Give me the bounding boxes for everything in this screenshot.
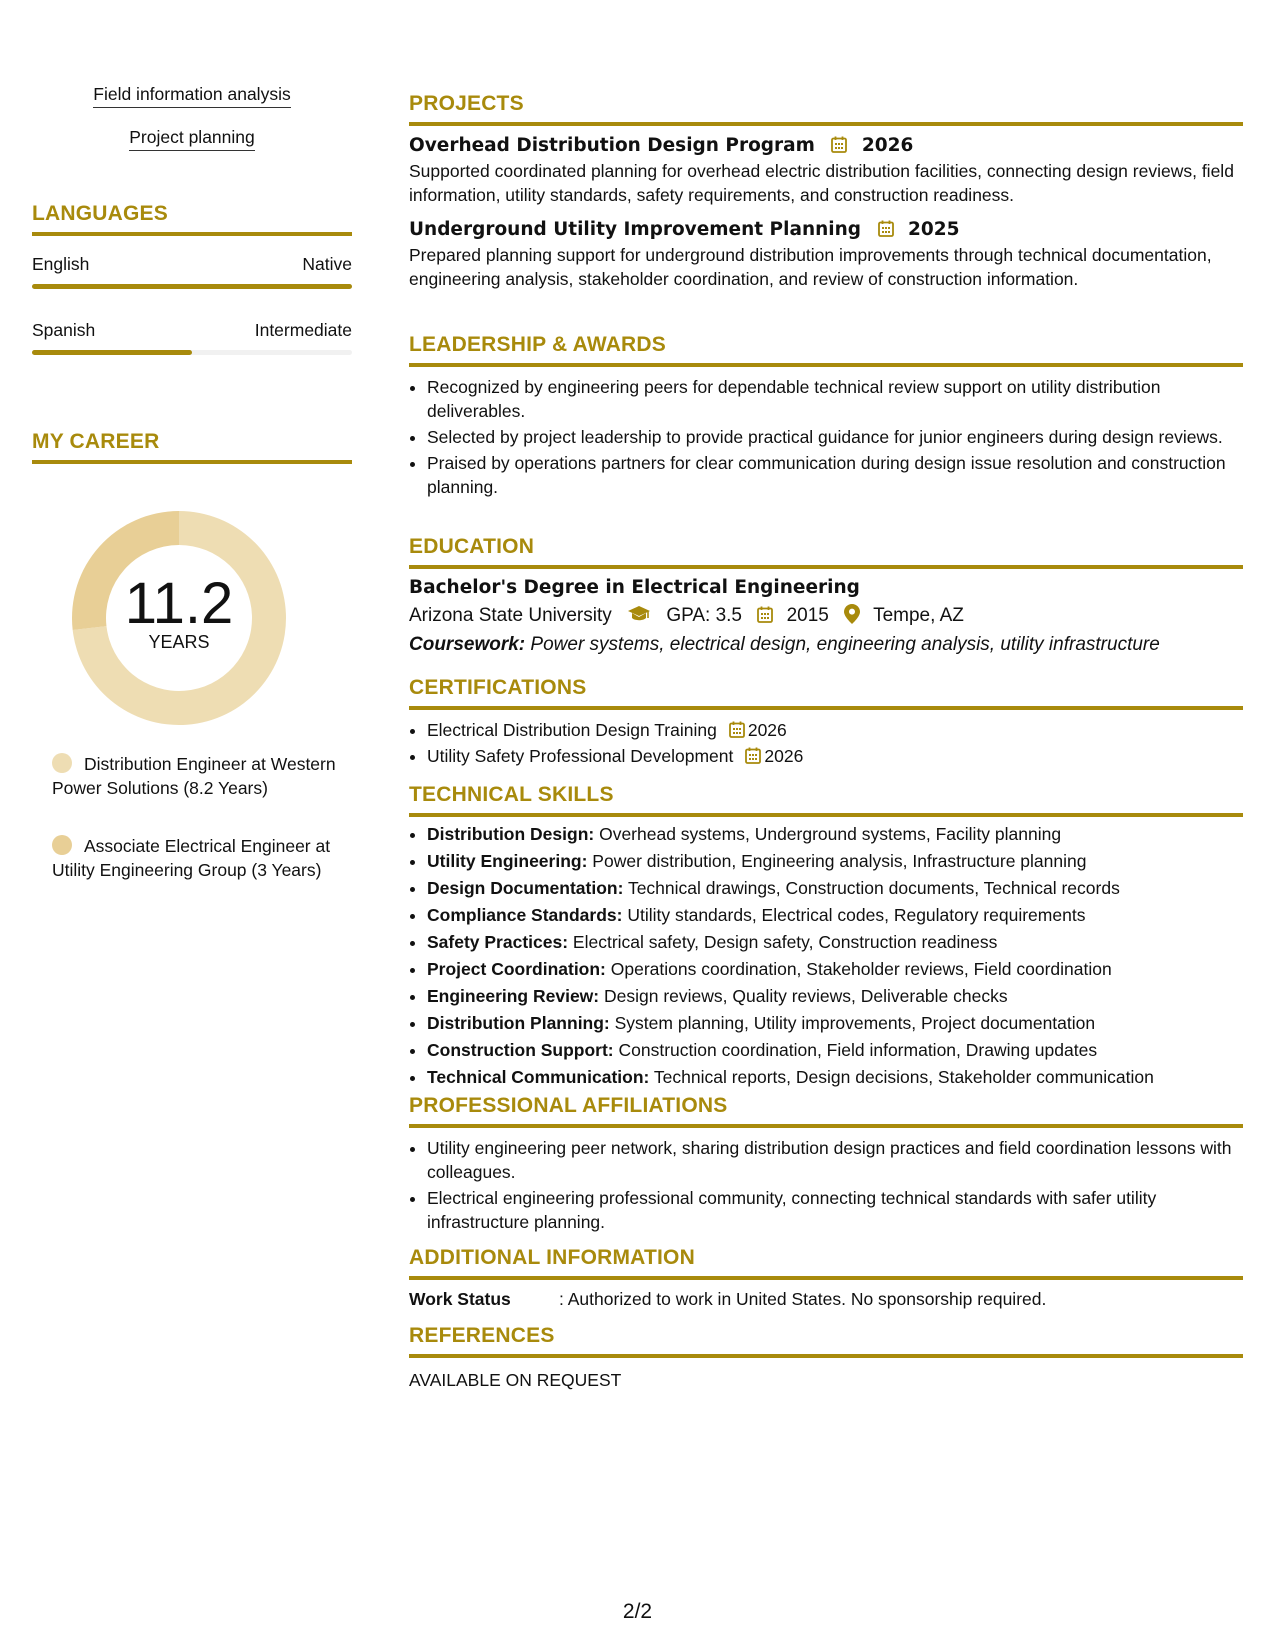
section-title: LANGUAGES xyxy=(32,202,168,225)
page-number: 2/2 xyxy=(622,1600,653,1623)
skill-value: Technical drawings, Construction documents, Technical records xyxy=(623,877,1120,898)
list-item xyxy=(427,848,1243,875)
language-level: Native xyxy=(302,254,352,274)
skill-label: Distribution Design: xyxy=(427,823,595,844)
references-text: AVAILABLE ON REQUEST xyxy=(409,1369,622,1390)
additional-info-section xyxy=(409,1246,1243,1311)
education-details xyxy=(409,604,1243,627)
language-proficiency-fill xyxy=(32,284,352,289)
section-rule xyxy=(409,1124,1243,1128)
career-years-unit: YEARS xyxy=(148,632,210,652)
section-title: PROJECTS xyxy=(409,92,524,115)
technical-skills-section xyxy=(409,783,1243,1091)
list-item xyxy=(427,902,1243,929)
gpa: GPA: 3.5 xyxy=(666,604,742,626)
career-total-years: 11.2 xyxy=(124,571,234,636)
list-item xyxy=(427,983,1243,1010)
section-title: PROFESSIONAL AFFILIATIONS xyxy=(409,1094,728,1117)
language-row xyxy=(32,254,352,275)
project-year: 2025 xyxy=(907,218,960,240)
references-section xyxy=(409,1324,1243,1392)
legend-dot xyxy=(52,835,72,855)
skill-label: Technical Communication: xyxy=(427,1066,650,1087)
skill-label: Design Documentation: xyxy=(427,877,624,898)
section-rule xyxy=(409,363,1243,367)
work-status-row xyxy=(409,1287,1243,1311)
career-legend-item xyxy=(52,752,342,800)
affiliations-list xyxy=(409,1136,1243,1234)
skill-value: Electrical safety, Design safety, Construction readiness xyxy=(568,931,998,952)
language-proficiency-fill xyxy=(32,350,192,355)
language-row xyxy=(32,320,352,341)
section-rule xyxy=(32,460,352,464)
education-section xyxy=(409,535,1243,656)
coursework-text: Power systems, electrical design, engineering analysis, utility infrastructure xyxy=(525,633,1160,655)
skill-tag-label: Project planning xyxy=(129,127,255,151)
graduation-year: 2015 xyxy=(786,604,829,626)
project-item xyxy=(409,219,1243,291)
section-title: ADDITIONAL INFORMATION xyxy=(409,1246,695,1269)
school-location: Tempe, AZ xyxy=(873,604,964,626)
language-name: English xyxy=(32,254,90,274)
skill-value: System planning, Utility improvements, Project documentation xyxy=(609,1012,1096,1033)
career-section xyxy=(32,430,352,464)
section-title: CERTIFICATIONS xyxy=(409,676,587,699)
skill-value: Power distribution, Engineering analysis, Infrastructure planning xyxy=(587,850,1087,871)
list-item: • Utility engineering peer network, sharing distribution design practices and field coordination lessons with colleagues. xyxy=(427,1136,1243,1184)
skill-value: Overhead systems, Underground systems, Facility planning xyxy=(594,823,1062,844)
section-rule xyxy=(409,122,1243,126)
degree-title: Bachelor's Degree in Electrical Engineering xyxy=(409,576,860,598)
section-title: MY CAREER xyxy=(32,430,160,453)
list-item xyxy=(427,744,1243,768)
language-proficiency-bar xyxy=(32,284,352,289)
coursework xyxy=(409,634,1243,656)
skill-label: Compliance Standards: xyxy=(427,904,623,925)
legend-dot xyxy=(52,753,72,773)
project-heading xyxy=(409,219,1243,240)
project-name: Underground Utility Improvement Planning xyxy=(409,218,862,240)
section-title: LEADERSHIP & AWARDS xyxy=(409,333,666,356)
graduation-cap-icon xyxy=(627,605,651,623)
work-status-label: Work Status xyxy=(409,1288,511,1309)
career-legend-item xyxy=(52,834,342,882)
calendar-icon xyxy=(729,721,745,738)
list-item xyxy=(427,821,1243,848)
certification-year: 2026 xyxy=(764,745,804,766)
map-pin-icon xyxy=(844,604,860,624)
project-year: 2026 xyxy=(861,134,914,156)
project-name: Overhead Distribution Design Program xyxy=(409,134,815,156)
certifications-list xyxy=(409,718,1243,768)
skill-value: Construction coordination, Field information, Drawing updates xyxy=(613,1039,1098,1060)
school-name: Arizona State University xyxy=(409,604,612,626)
skill-tag xyxy=(32,84,352,108)
project-description: Supported coordinated planning for overhead electric distribution facilities, connecting design reviews, field information, utility standards, safety requirements, and construction readiness. xyxy=(409,160,1234,205)
section-rule xyxy=(409,1276,1243,1280)
list-item xyxy=(427,1037,1243,1064)
list-item: • Electrical engineering professional community, connecting technical standards with safer utility infrastructure planning. xyxy=(427,1186,1243,1234)
technical-skills-list xyxy=(409,821,1243,1091)
language-name: Spanish xyxy=(32,320,96,340)
section-title: REFERENCES xyxy=(409,1324,555,1347)
list-item: • Recognized by engineering peers for dependable technical review support on utility distribution deliverables. xyxy=(427,375,1243,423)
list-item xyxy=(427,956,1243,983)
section-title: EDUCATION xyxy=(409,535,535,558)
affiliations-section xyxy=(409,1094,1243,1236)
skill-value: Design reviews, Quality reviews, Deliverable checks xyxy=(599,985,1008,1006)
career-legend-label: Associate Electrical Engineer at Utility Engineering Group (3 Years) xyxy=(52,836,331,880)
calendar-icon xyxy=(831,136,847,153)
list-item: • Selected by project leadership to provide practical guidance for junior engineers during design reviews. xyxy=(427,425,1243,449)
calendar-icon xyxy=(757,606,773,623)
certification-year: 2026 xyxy=(747,719,787,740)
skill-value: Operations coordination, Stakeholder reviews, Field coordination xyxy=(605,958,1112,979)
leadership-section xyxy=(409,333,1243,501)
calendar-icon xyxy=(878,220,894,237)
list-item xyxy=(427,1064,1243,1091)
calendar-icon xyxy=(745,747,761,764)
section-rule xyxy=(409,813,1243,817)
language-level: Intermediate xyxy=(254,320,352,340)
skill-label: Project Coordination: xyxy=(427,958,606,979)
skill-label: Construction Support: xyxy=(427,1039,614,1060)
list-item xyxy=(427,718,1243,742)
skill-tag-label: Field information analysis xyxy=(93,84,290,108)
work-status-value: : Authorized to work in United States. No sponsorship required. xyxy=(559,1288,1047,1309)
project-description: Prepared planning support for underground distribution improvements through technical documentation, engineering analysis, stakeholder coordination, and review of construction information. xyxy=(409,244,1212,289)
coursework-label: Coursework: xyxy=(409,633,526,655)
section-rule xyxy=(409,565,1243,569)
leadership-list xyxy=(409,375,1243,499)
career-legend-label: Distribution Engineer at Western Power Solutions (8.2 Years) xyxy=(52,754,336,798)
languages-section xyxy=(32,202,352,236)
section-rule xyxy=(32,232,352,236)
project-item xyxy=(409,135,1243,207)
projects-section xyxy=(409,92,1243,291)
skill-label: Utility Engineering: xyxy=(427,850,588,871)
skill-label: Safety Practices: xyxy=(427,931,569,952)
list-item xyxy=(427,929,1243,956)
project-heading xyxy=(409,135,1243,156)
list-item xyxy=(427,1010,1243,1037)
language-proficiency-bar xyxy=(32,350,352,355)
skill-label: Distribution Planning: xyxy=(427,1012,610,1033)
skill-label: Engineering Review: xyxy=(427,985,600,1006)
section-rule xyxy=(409,706,1243,710)
certifications-section xyxy=(409,676,1243,770)
certification-name: Utility Safety Professional Development xyxy=(427,745,734,766)
section-rule xyxy=(409,1354,1243,1358)
section-title: TECHNICAL SKILLS xyxy=(409,783,614,806)
list-item: • Praised by operations partners for clear communication during design issue resolution and construction planning. xyxy=(427,451,1243,499)
list-item xyxy=(427,875,1243,902)
certification-name: Electrical Distribution Design Training xyxy=(427,719,717,740)
skill-tag xyxy=(32,127,352,151)
skill-value: Utility standards, Electrical codes, Regulatory requirements xyxy=(622,904,1086,925)
skill-value: Technical reports, Design decisions, Stakeholder communication xyxy=(649,1066,1154,1087)
